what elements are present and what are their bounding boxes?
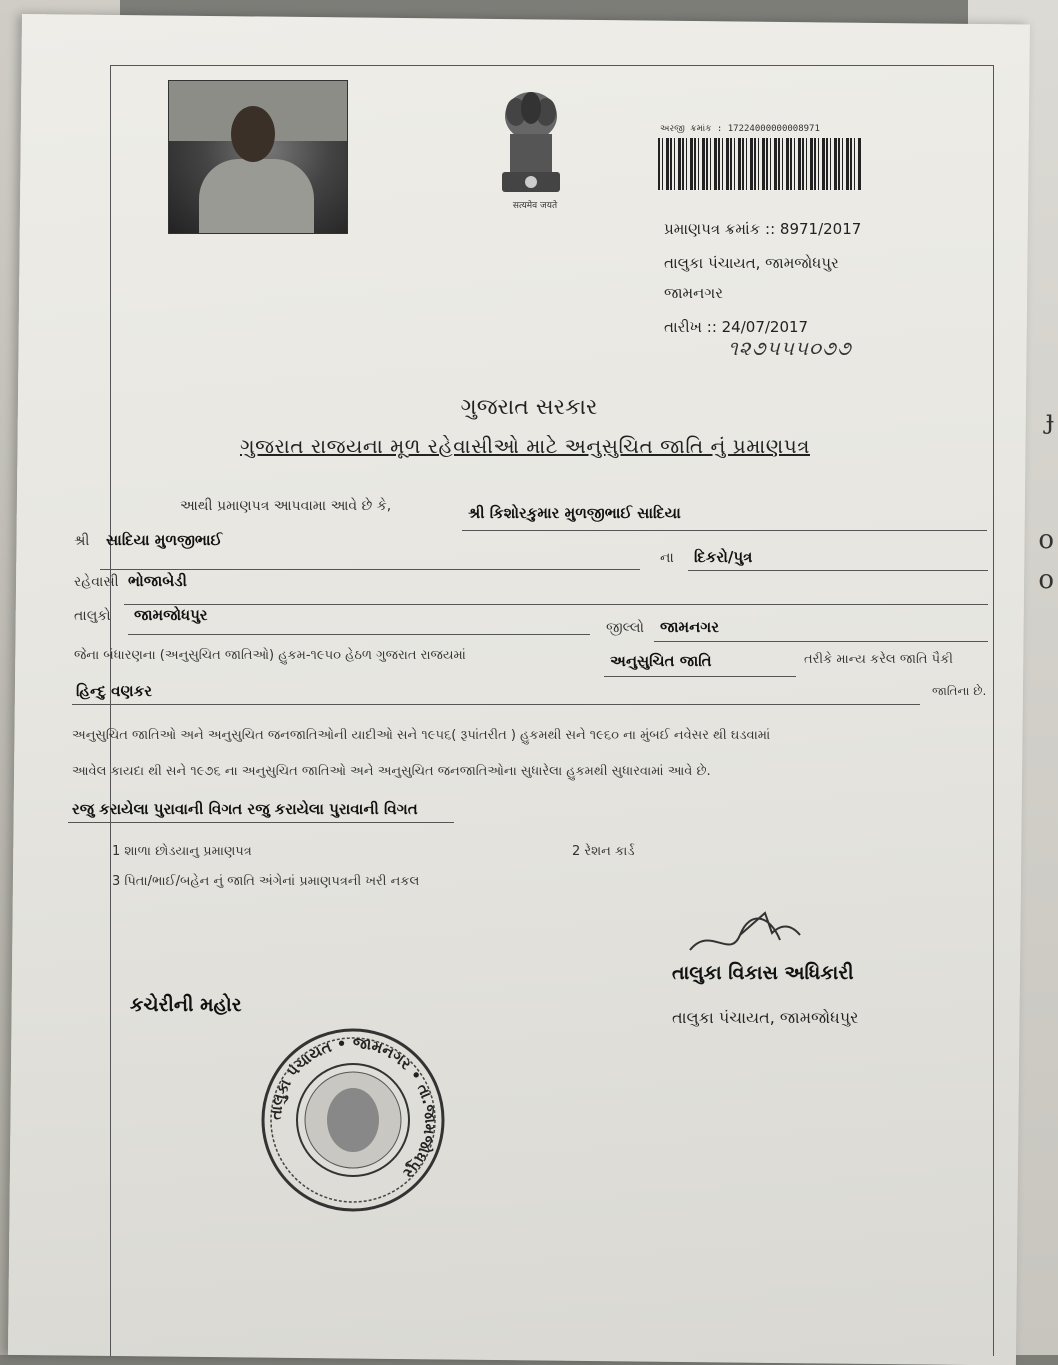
father-name: સાદિયા મુળજીભાઈ — [106, 531, 223, 549]
certificate-title: ગુજરાત રાજયના મૂળ રહેવાસીઓ માટે અનુસુચિત જાતિ નું પ્રમાણપત્ર — [240, 434, 810, 458]
applicant-photo — [168, 80, 348, 234]
national-emblem-icon — [488, 86, 574, 198]
category: અનુસુચિત જાતિ — [610, 652, 712, 670]
evidence-heading: રજુ કરાયેલા પુરાવાની વિગત રજુ કરાયેલા પુરાવાની વિગત — [72, 800, 418, 818]
certificate-number: પ્રમાણપત્ર ક્રમાંક :: 8971/2017 — [664, 220, 862, 238]
issue-date: તારીખ :: 24/07/2017 — [664, 318, 809, 336]
district: જામનગર — [660, 618, 720, 636]
seal-ring-text: તાલુકા પંચાયત • જામનગર • તા.જામજોધપુર — [266, 1033, 440, 1183]
constitution-text: જેના બંધારણના (અનુસુચિત જાતિઓ) હુકમ-૧૯૫૦ હેઠળ ગુજરાત રાજયમાં — [74, 648, 466, 663]
signatory-office: તાલુકા પંચાયત, જામજોધપુર — [672, 1008, 859, 1027]
evidence-item-2: 2 રેશન કાર્ડ — [572, 844, 635, 859]
paragraph-line-2: આવેલ કાયદા થી સને ૧૯૭૬ ના અનુસુચિત જાતિઓ અને અનુસુચિત જનજાતિઓના સુધારેલા હુકમથી સુધારવામાં આવે છે. — [72, 764, 711, 779]
signatory-title: તાલુકા વિકાસ અધિકારી — [672, 962, 854, 984]
issuing-district: જામનગર — [664, 284, 724, 302]
village: ભોજાબેડી — [128, 572, 187, 590]
office-seal-label: કચેરીની મહોર — [130, 994, 242, 1016]
intro-text: આથી પ્રમાણપત્ર આપવામા આવે છે કે, — [180, 498, 392, 514]
issuing-office: તાલુકા પંચાયત, જામજોધપુર — [664, 254, 839, 272]
emblem-motto: सत्यमेव जयते — [512, 201, 558, 211]
evidence-item-1: 1 શાળા છોડયાનુ પ્રમાણપત્ર — [112, 844, 252, 859]
paragraph-line-1: અનુસુચિત જાતિઓ અને અનુસુચિત જનજાતિઓની યાદીઓ સને ૧૯૫૬( રૂપાંતરીત ) હુકમથી સને ૧૯૬૦ ના મુંબઈ નવેસર થી ઘડવામાં — [72, 728, 771, 743]
evidence-item-3: 3 પિતા/ભાઈ/બહેન નું જાતિ અંગેનાં પ્રમાણપત્રની ખરી નકલ — [112, 874, 420, 889]
caste-suffix: જાતિના છે. — [932, 684, 987, 698]
applicant-name: શ્રી કિશોરકુમાર મુળજીભાઈ સાદિયા — [468, 504, 681, 522]
officer-signature — [680, 905, 810, 965]
caste: હિન્દુ વણકર — [76, 682, 152, 700]
application-number: અરજી ક્રમાંક : 17224000000008971 — [660, 124, 820, 134]
background-sheet: ɟ o o — [968, 0, 1058, 1355]
shri-label: શ્રી — [74, 533, 90, 549]
taluka: જામજોધપુર — [134, 606, 208, 624]
resident-label: રહેવાસી — [74, 574, 119, 590]
recognised-text: તરીકે માન્ય કરેલ જાતિ પૈકી — [804, 652, 953, 667]
page-border — [110, 65, 994, 1356]
government-heading: ગુજરાત સરકાર — [460, 395, 598, 420]
relation: દિકરો/પુત્ર — [694, 548, 753, 566]
taluka-label: તાલુકો — [74, 608, 111, 624]
na-label: ના — [660, 550, 674, 566]
handwritten-number: ૧૨૭૫૫૫૦૭૭ — [728, 336, 852, 360]
district-label: જીલ્લો — [606, 620, 644, 636]
office-seal — [258, 1025, 448, 1215]
barcode — [658, 138, 862, 190]
